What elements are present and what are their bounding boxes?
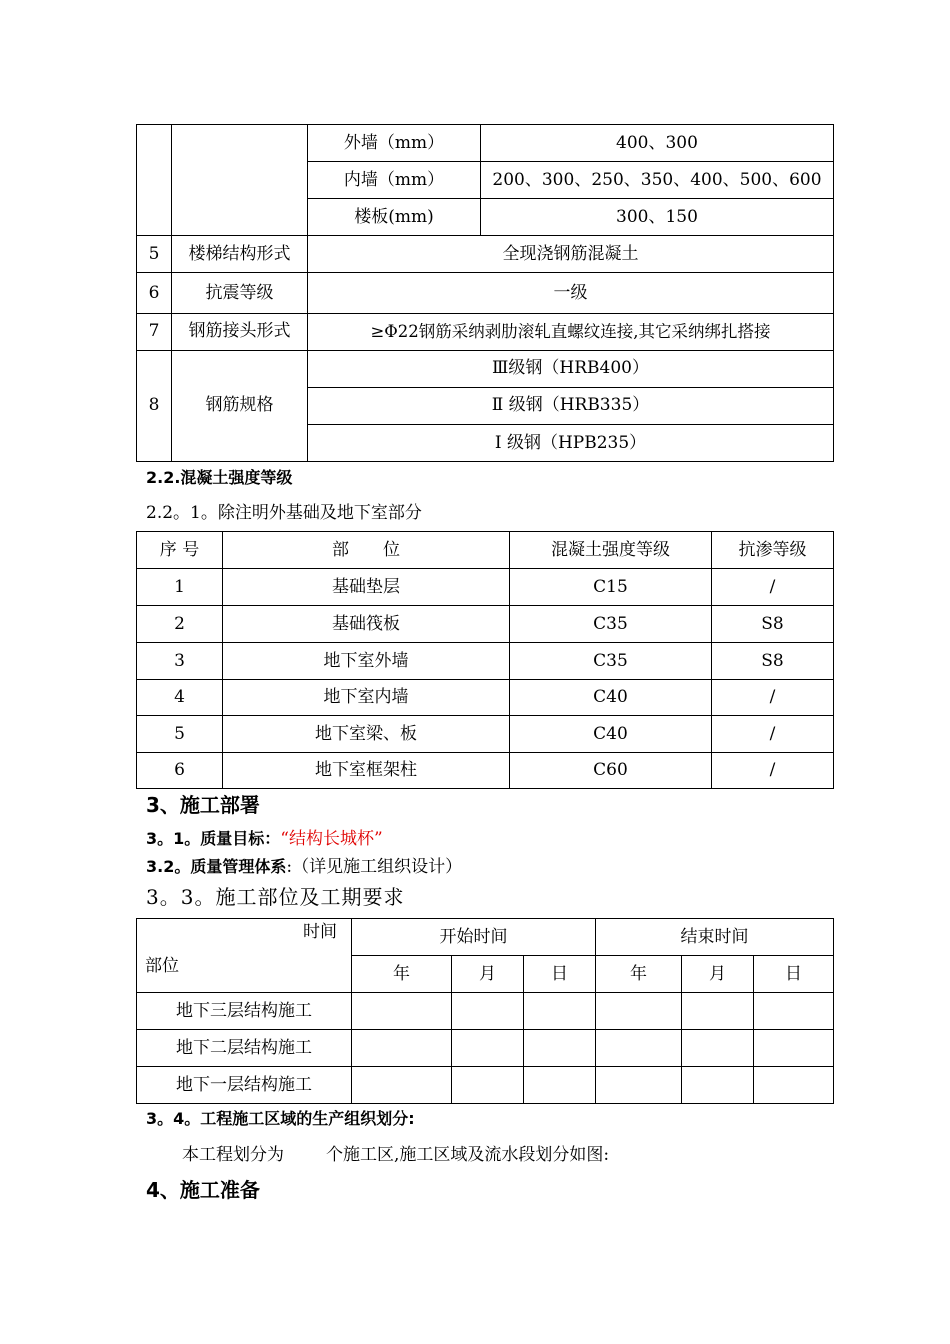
section-heading: 4、施工准备 [146,1178,260,1202]
table-cell [524,1067,596,1104]
table-cell [172,125,308,236]
wall-value: 200、300、250、350、400、500、600 [481,162,834,199]
section-subheading: 2.2。1。除注明外基础及地下室部分 [146,503,422,523]
corner-top-label: 时间 [303,922,337,942]
unit-cell: 日 [524,956,596,993]
table-cell: S8 [712,643,834,680]
table-cell: / [712,680,834,716]
table-cell: / [712,716,834,753]
quality-goal-label: 3。1。质量目标： [146,829,281,848]
table-cell: 2 [137,606,223,643]
table-cell [452,1030,524,1067]
table-cell [682,1067,754,1104]
table-row [137,569,834,606]
table-cell [596,1030,682,1067]
phase-label: 地下一层结构施工 [137,1067,352,1104]
table-cell: 地下室梁、板 [223,716,510,753]
table-cell [596,1067,682,1104]
table-row [137,680,834,716]
quality-system-value: :（详见施工组织设计） [286,857,463,877]
body-text [182,1140,609,1165]
rebar-grade: Ⅲ级钢（HRB400） [308,350,834,387]
header-cell: 序 号 [137,532,223,569]
row-item: 钢筋规格 [172,350,308,461]
phase-label: 地下三层结构施工 [137,993,352,1030]
row-value: 全现浇钢筋混凝土 [308,236,834,273]
table-cell [682,1030,754,1067]
table-row [137,643,834,680]
unit-cell: 月 [682,956,754,993]
section-heading: 3、施工部署 [146,793,260,817]
table-row [137,753,834,789]
table-cell: / [712,569,834,606]
row-number: 8 [137,350,172,461]
table-cell [352,993,452,1030]
header-cell: 部 位 [223,532,510,569]
section-heading: 3。4。工程施工区域的生产组织划分: [146,1109,415,1128]
table-cell [524,993,596,1030]
end-time-header: 结束时间 [596,919,834,956]
table-cell [352,1030,452,1067]
table-cell: 基础筏板 [223,606,510,643]
table-cell: C15 [510,569,712,606]
table-cell [682,993,754,1030]
table-cell [524,1030,596,1067]
table-row [137,716,834,753]
phase-label: 地下二层结构施工 [137,1030,352,1067]
row-number: 7 [137,313,172,350]
body-text-a: 本工程划分为 [182,1145,284,1165]
row-value: ≥Φ22钢筋采纳剥肋滚轧直螺纹连接,其它采纳绑扎搭接 [308,313,834,350]
rebar-grade: Ⅰ 级钢（HPB235） [308,424,834,461]
table-cell: 地下室框架柱 [223,753,510,789]
table-cell [596,993,682,1030]
table-cell: 5 [137,716,223,753]
table-cell [754,1030,834,1067]
unit-cell: 年 [352,956,452,993]
unit-cell: 日 [754,956,834,993]
table-cell [452,1067,524,1104]
table-cell [754,993,834,1030]
unit-cell: 月 [452,956,524,993]
unit-cell: 年 [596,956,682,993]
row-item: 楼梯结构形式 [172,236,308,273]
quality-system-label: 3.2。质量管理体系 [146,857,287,876]
quality-goal-value: “结构长城杯” [280,829,383,849]
table-cell [754,1067,834,1104]
quality-goal [146,824,383,849]
table-cell [452,993,524,1030]
table-cell: 地下室外墙 [223,643,510,680]
row-number: 6 [137,273,172,313]
section-subheading: 3。3。施工部位及工期要求 [146,885,405,909]
header-cell: 抗渗等级 [712,532,834,569]
table-cell: 基础垫层 [223,569,510,606]
section-heading: 2.2.混凝土强度等级 [146,468,293,487]
table-row [137,1030,834,1067]
table-cell: C40 [510,680,712,716]
row-number: 5 [137,236,172,273]
row-item: 抗震等级 [172,273,308,313]
quality-system [146,852,462,877]
slab-value: 300、150 [481,199,834,236]
table-cell: 地下室内墙 [223,680,510,716]
concrete-grade-table [136,531,834,789]
row-value: 一级 [308,273,834,313]
table-cell: / [712,753,834,789]
table-row [137,606,834,643]
table-cell: 3 [137,643,223,680]
table-cell: C40 [510,716,712,753]
body-text-b: 个施工区,施工区域及流水段划分如图: [326,1145,610,1165]
table-cell: C60 [510,753,712,789]
table-row [137,993,834,1030]
table-cell: C35 [510,643,712,680]
table-cell [137,125,172,236]
wall-label: 内墙（mm） [308,162,481,199]
corner-bottom-label: 部位 [145,956,179,977]
wall-label: 外墙（mm） [308,125,481,162]
header-cell: 混凝土强度等级 [510,532,712,569]
table-cell: S8 [712,606,834,643]
table-cell: 6 [137,753,223,789]
corner-cell [137,919,352,993]
slab-label: 楼板(mm) [308,199,481,236]
table-cell: C35 [510,606,712,643]
rebar-grade: Ⅱ 级钢（HRB335） [308,387,834,424]
table-cell: 1 [137,569,223,606]
schedule-table [136,918,834,1104]
wall-value: 400、300 [481,125,834,162]
structure-table [136,124,834,462]
table-cell [352,1067,452,1104]
table-row [137,1067,834,1104]
start-time-header: 开始时间 [352,919,596,956]
row-item: 钢筋接头形式 [172,313,308,350]
table-cell: 4 [137,680,223,716]
